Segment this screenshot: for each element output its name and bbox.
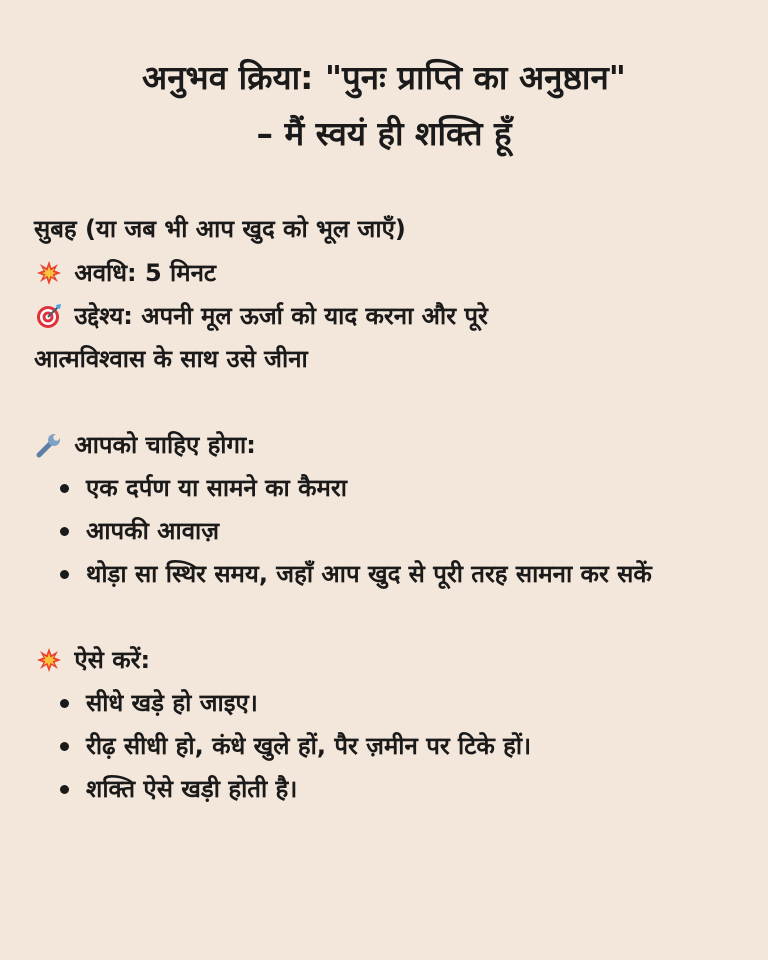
- bullet-icon: [60, 785, 69, 794]
- collision-icon: [34, 252, 64, 295]
- target-icon: [34, 295, 64, 338]
- list-item: [34, 553, 744, 596]
- objective-line: [34, 295, 744, 338]
- title-line-2: – मैं स्वयं ही शक्ति हूँ: [256, 114, 512, 153]
- needs-item-mirror: एक दर्पण या सामने का कैमरा: [86, 474, 347, 502]
- bullet-icon: [60, 570, 69, 579]
- objective-text-line-2: आत्मविश्वास के साथ उसे जीना: [34, 345, 308, 373]
- needs-heading: [34, 424, 744, 467]
- objective-continued-line: [34, 338, 744, 381]
- bullet-icon: [60, 699, 69, 708]
- steps-heading-text: ऐसे करें:: [74, 646, 151, 674]
- content-body: [34, 206, 744, 811]
- bullet-icon: [60, 484, 69, 493]
- collision-icon: [34, 639, 64, 682]
- needs-list: [34, 467, 744, 596]
- spacer: [34, 596, 744, 639]
- needs-item-voice: आपकी आवाज़: [86, 517, 220, 545]
- list-item: [34, 510, 744, 553]
- list-item: [34, 467, 744, 510]
- spacer: [34, 381, 744, 424]
- timing-line: [34, 206, 744, 252]
- needs-item-time: थोड़ा सा स्थिर समय, जहाँ आप खुद से पूरी तरह सामना कर सकें: [86, 560, 652, 588]
- timing-text: सुबह (या जब भी आप खुद को भूल जाएँ): [34, 215, 406, 243]
- needs-heading-text: आपको चाहिए होगा:: [74, 431, 256, 459]
- steps-list: [34, 682, 744, 811]
- bullet-icon: [60, 742, 69, 751]
- step-item-power: शक्ति ऐसे खड़ी होती है।: [86, 775, 298, 803]
- page-title: [40, 50, 728, 162]
- duration-text: अवधि: 5 मिनट: [74, 259, 217, 287]
- duration-line: [34, 252, 744, 295]
- step-item-stand: सीधे खड़े हो जाइए।: [86, 689, 258, 717]
- list-item: [34, 682, 744, 725]
- wrench-icon: [34, 424, 64, 467]
- list-item: [34, 725, 744, 768]
- list-item: [34, 768, 744, 811]
- steps-heading: [34, 639, 744, 682]
- step-item-posture: रीढ़ सीधी हो, कंधे खुले हों, पैर ज़मीन पर टिके हों।: [86, 732, 532, 760]
- objective-text-line-1: उद्देश्य: अपनी मूल ऊर्जा को याद करना और पूरे: [74, 302, 488, 330]
- bullet-icon: [60, 527, 69, 536]
- title-line-1: अनुभव क्रिया: "पुनः प्राप्ति का अनुष्ठान": [142, 58, 626, 97]
